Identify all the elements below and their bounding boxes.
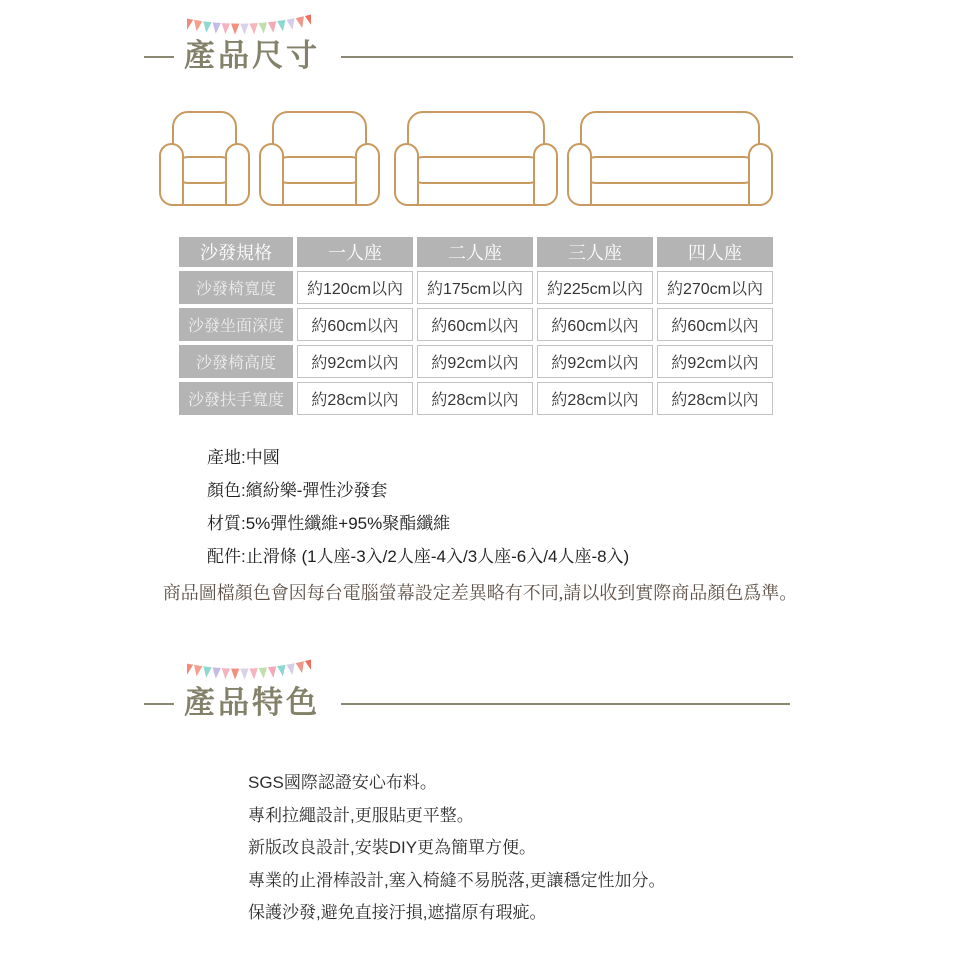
- feature-item: 保護沙發,避免直接汙損,遮擋原有瑕疵。: [248, 903, 547, 922]
- table-row-label: 沙發椅高度: [179, 345, 293, 378]
- section-title-dimensions: 產品尺寸: [184, 38, 320, 73]
- table-cell: 約28cm以內: [417, 382, 533, 415]
- table-row: [179, 382, 773, 415]
- table-row: [179, 345, 773, 378]
- three-seater-sofa-icon: [394, 111, 558, 206]
- bunting-flags-icon: [187, 14, 311, 40]
- table-corner-header: 沙發規格: [179, 237, 293, 267]
- table-row-label: 沙發坐面深度: [179, 308, 293, 341]
- table-column-header: 四人座: [657, 237, 773, 267]
- table-cell: 約92cm以內: [537, 345, 653, 378]
- sofa-arm-right: [533, 143, 558, 206]
- color-disclaimer-text: 商品圖檔顏色會因每台電腦螢幕設定差異略有不同,請以收到實際商品顏色爲準。: [162, 583, 798, 603]
- table-cell: 約270cm以內: [657, 271, 773, 304]
- product-info-color: 顏色:繽紛樂-彈性沙發套: [207, 481, 388, 500]
- table-cell: 約28cm以內: [657, 382, 773, 415]
- two-seater-sofa-icon: [259, 111, 380, 206]
- product-feature-list: [248, 767, 665, 930]
- table-cell: 約28cm以內: [297, 382, 413, 415]
- sofa-seat-cushion: [274, 156, 365, 184]
- feature-item: 專業的止滑棒設計,塞入椅縫不易脱落,更讓穩定性加分。: [248, 870, 666, 890]
- table-row: [179, 308, 773, 341]
- product-info-list: [207, 441, 629, 573]
- sofa-arm-right: [225, 143, 250, 206]
- four-seater-sofa-icon: [567, 111, 773, 206]
- table-cell: 約92cm以內: [657, 345, 773, 378]
- title-right-rule: [341, 56, 793, 58]
- sofa-size-table: [175, 233, 777, 419]
- table-row-label: 沙發扶手寬度: [179, 382, 293, 415]
- product-info-accessories: 配件:止滑條 (1人座-3入/2人座-4入/3人座-6入/4人座-8入): [207, 547, 630, 566]
- table-cell: 約60cm以內: [537, 308, 653, 341]
- bunting-flags-icon: [187, 659, 311, 685]
- title-right-rule: [341, 703, 790, 705]
- title-left-dash: [144, 703, 174, 705]
- sofa-arm-right: [748, 143, 773, 206]
- table-column-header: 三人座: [537, 237, 653, 267]
- table-cell: 約120cm以內: [297, 271, 413, 304]
- sofa-arm-left: [159, 143, 184, 206]
- one-seater-sofa-icon: [159, 111, 250, 206]
- table-column-header: 二人座: [417, 237, 533, 267]
- table-cell: 約60cm以內: [417, 308, 533, 341]
- feature-item: SGS國際認證安心布料。: [248, 773, 437, 792]
- title-left-dash: [144, 56, 174, 58]
- feature-item: 專利拉繩設計,更服貼更平整。: [248, 805, 474, 825]
- sofa-arm-left: [567, 143, 592, 206]
- sofa-seat-cushion: [582, 156, 758, 184]
- table-row-label: 沙發椅寬度: [179, 271, 293, 304]
- product-info-origin: 產地:中國: [207, 448, 280, 467]
- feature-item: 新版改良設計,安裝DIY更為簡單方便。: [248, 838, 537, 857]
- table-cell: 約60cm以內: [297, 308, 413, 341]
- sofa-arm-left: [394, 143, 419, 206]
- table-cell: 約175cm以內: [417, 271, 533, 304]
- table-cell: 約60cm以內: [657, 308, 773, 341]
- table-cell: 約28cm以內: [537, 382, 653, 415]
- sofa-arm-right: [355, 143, 380, 206]
- table-row: [179, 271, 773, 304]
- table-cell: 約92cm以內: [417, 345, 533, 378]
- table-cell: 約225cm以內: [537, 271, 653, 304]
- product-info-material: 材質:5%彈性纖維+95%聚酯纖維: [207, 514, 451, 533]
- sofa-arm-left: [259, 143, 284, 206]
- table-column-header: 一人座: [297, 237, 413, 267]
- sofa-seat-cushion: [409, 156, 543, 184]
- section-title-features: 產品特色: [184, 685, 320, 720]
- table-cell: 約92cm以內: [297, 345, 413, 378]
- table-header-row: [179, 237, 773, 267]
